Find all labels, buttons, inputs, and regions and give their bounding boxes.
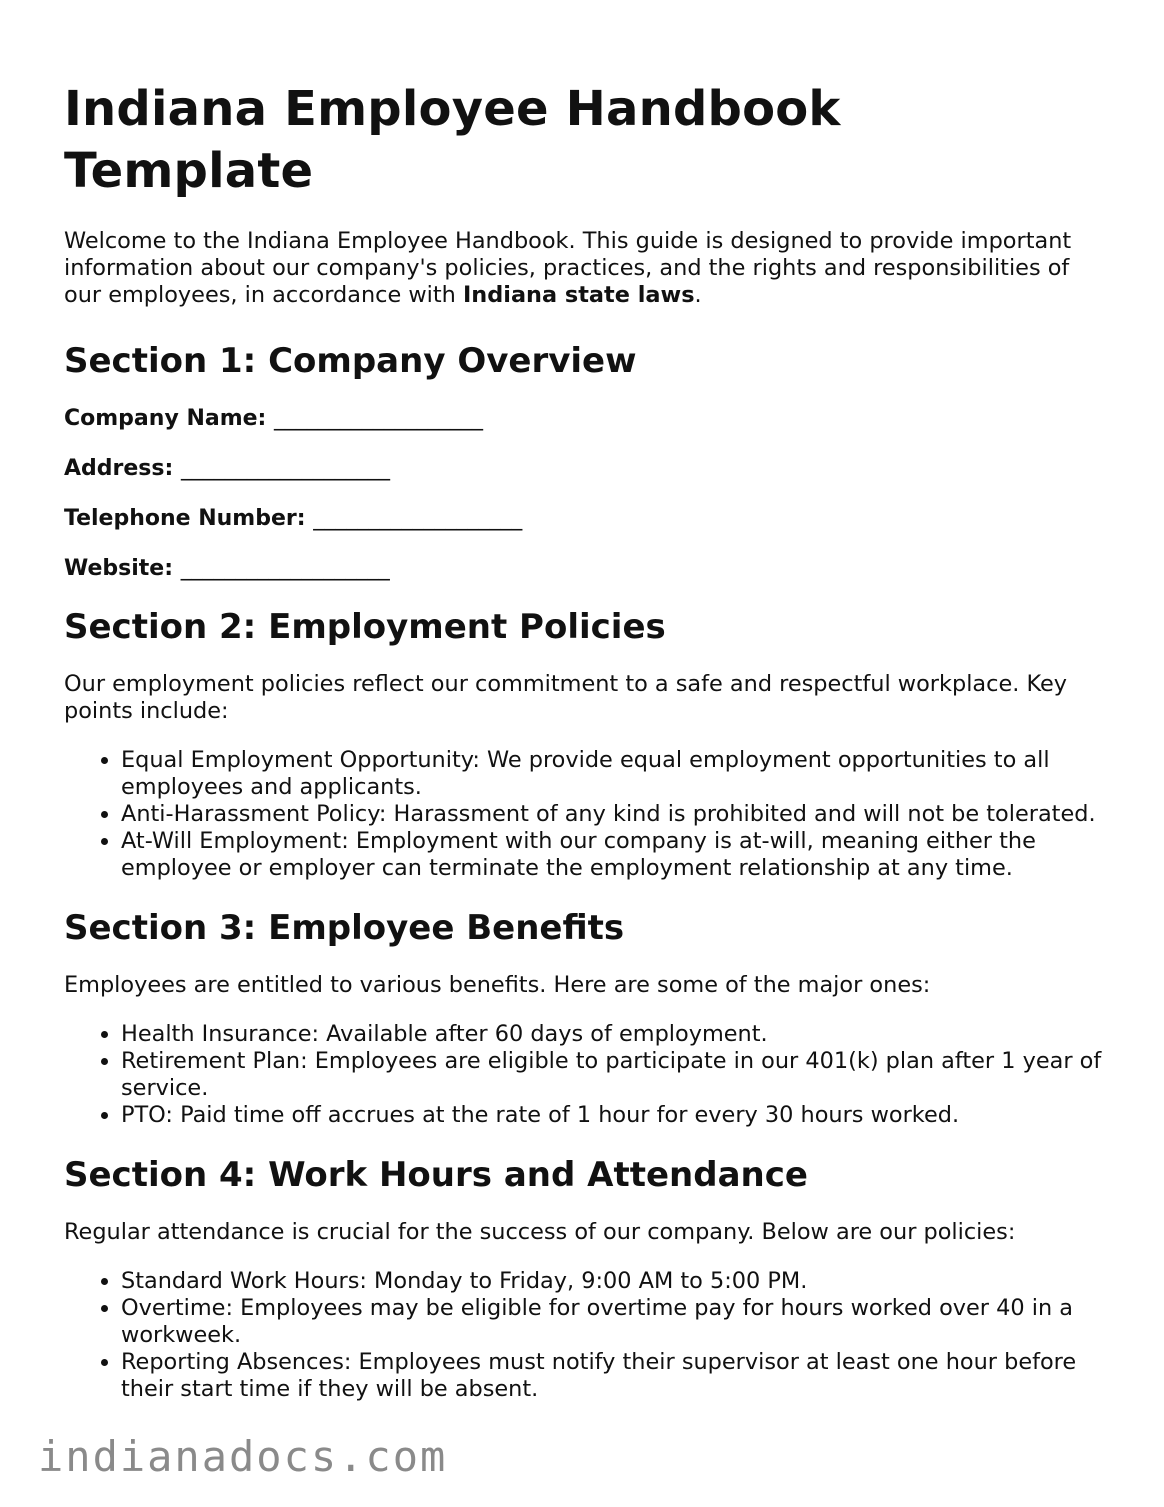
section2-paragraph: Our employment policies reflect our commitment to a safe and respectful workplace. Key points include: [64, 671, 1068, 724]
list-item: • Anti-Harassment Policy: Harassment of any kind is prohibited and will not be tolerated. [121, 801, 1104, 828]
list-item: • Standard Work Hours: Monday to Friday, 9:00 AM to 5:00 PM. [121, 1268, 1104, 1295]
section4-heading: Section 4: Work Hours and Attendance [64, 1155, 808, 1195]
company-name-label: Company Name: [64, 406, 267, 431]
company-name-field [64, 405, 1104, 433]
section3-heading: Section 3: Employee Benefits [64, 908, 625, 948]
section4-paragraph: Regular attendance is crucial for the success of our company. Below are our policies: [64, 1219, 1016, 1245]
website-blank: ___________________ [180, 556, 390, 581]
document-page [64, 78, 1104, 1427]
list-item: • Overtime: Employees may be eligible for overtime pay for hours worked over 40 in a workweek. [121, 1295, 1104, 1349]
website-field [64, 555, 1104, 583]
list-item: • Equal Employment Opportunity: We provide equal employment opportunities to all employees and applicants. [121, 747, 1104, 801]
list-item: • Retirement Plan: Employees are eligible to participate in our 401(k) plan after 1 year of service. [121, 1048, 1104, 1102]
intro-text: Welcome to the Indiana Employee Handbook. This guide is designed to provide important information about our company's policies, practices, and the rights and responsibilities of our employees, in accordance with [64, 228, 1072, 308]
website-label: Website: [64, 556, 174, 581]
intro-paragraph [64, 228, 1104, 309]
section1-heading: Section 1: Company Overview [64, 341, 637, 381]
address-field [64, 455, 1104, 483]
site-watermark: indianadocs.com [38, 1432, 448, 1481]
list-item: • PTO: Paid time off accrues at the rate of 1 hour for every 30 hours worked. [121, 1102, 1104, 1129]
company-name-blank: ___________________ [274, 406, 484, 431]
section3-paragraph: Employees are entitled to various benefits. Here are some of the major ones: [64, 972, 931, 998]
telephone-label: Telephone Number: [64, 506, 306, 531]
section2-list [64, 747, 1104, 882]
intro-text-end: . [694, 282, 702, 308]
section4-list [64, 1268, 1104, 1403]
intro-bold-text: Indiana state laws [462, 282, 695, 308]
list-item: • At-Will Employment: Employment with our company is at-will, meaning either the employee or employer can terminate the employment relationship at any time. [121, 828, 1104, 882]
list-item: • Health Insurance: Available after 60 days of employment. [121, 1021, 1104, 1048]
telephone-blank: ___________________ [313, 506, 523, 531]
telephone-field [64, 505, 1104, 533]
section2-heading: Section 2: Employment Policies [64, 607, 666, 647]
list-item: • Reporting Absences: Employees must notify their supervisor at least one hour before their start time if they will be absent. [121, 1349, 1104, 1403]
section3-list [64, 1021, 1104, 1129]
page-title: Indiana Employee Handbook Template [64, 81, 841, 199]
address-blank: ___________________ [180, 456, 390, 481]
address-label: Address: [64, 456, 174, 481]
